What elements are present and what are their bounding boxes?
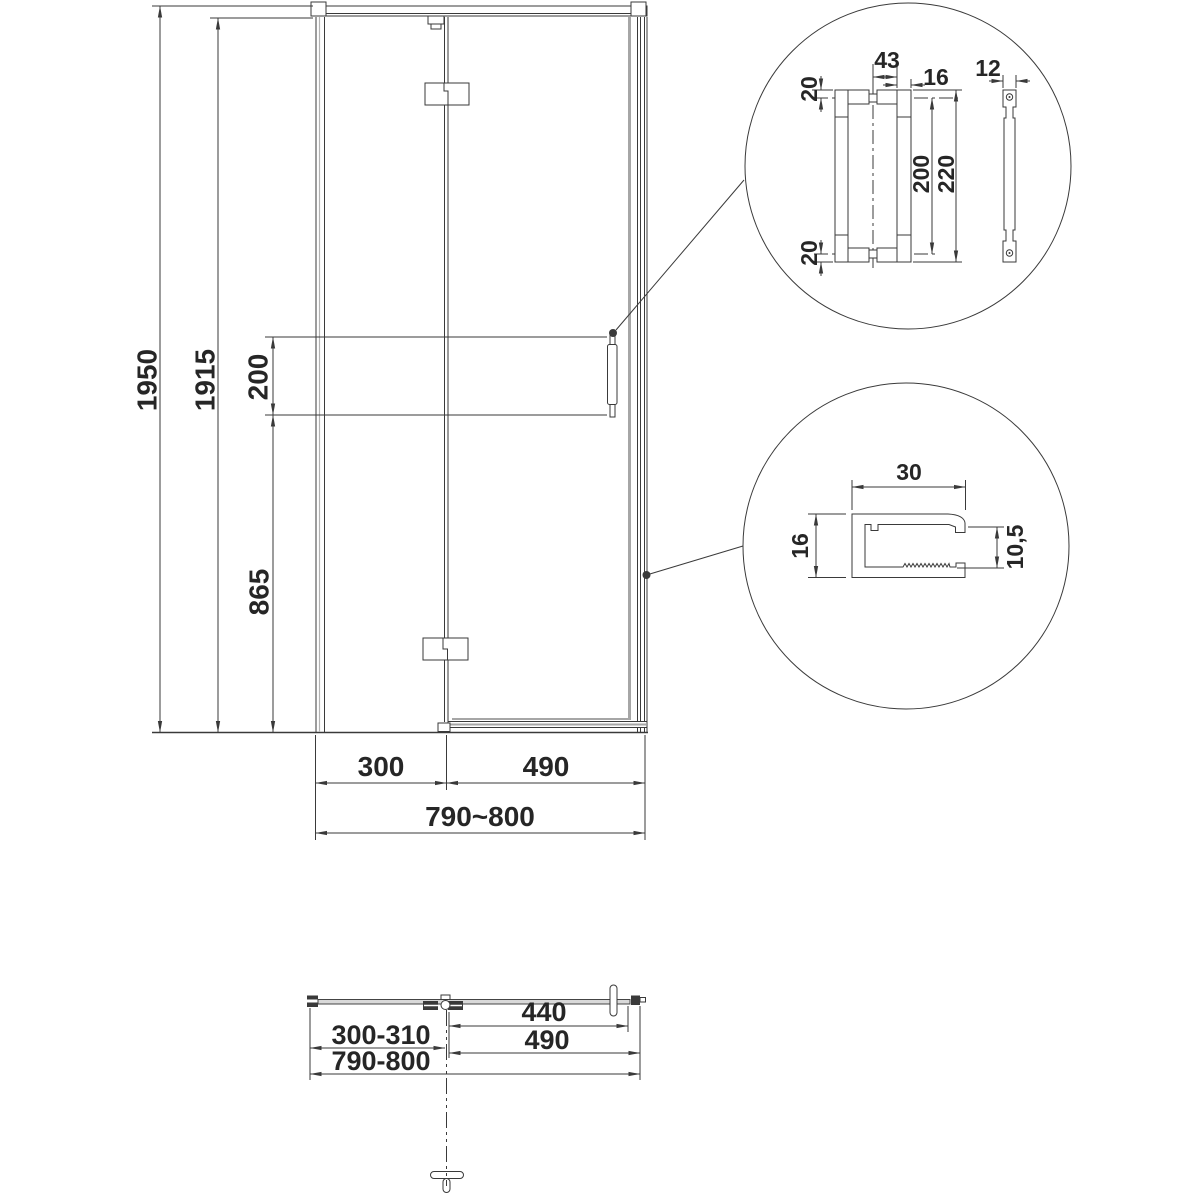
- dim-label-plan-total-range: 790-800: [331, 1046, 431, 1076]
- detail-leader-handle: [616, 180, 744, 330]
- handle-detail-view: [745, 3, 1071, 329]
- front-elevation-view: [132, 2, 745, 840]
- door-handle: [608, 332, 618, 417]
- header-wall-bracket-left: [311, 2, 326, 16]
- dim-label-plan-door-width: 490: [524, 1025, 570, 1055]
- detail-leader-profile: [647, 546, 744, 575]
- hinge-top: [425, 83, 469, 105]
- dim-label-mount-offset: 43: [874, 47, 900, 73]
- dim-label-total-width: 790~800: [425, 801, 535, 832]
- plan-glass-bar: [318, 1000, 630, 1005]
- wall-profile-section: [852, 514, 965, 578]
- dim-label-profile-height: 16: [787, 533, 813, 559]
- dim-label-end-offset-bottom: 20: [796, 240, 822, 266]
- hinge-bottom: [423, 638, 468, 660]
- plan-wall-bracket-right: [631, 996, 646, 1006]
- panel-fold-line: [445, 17, 449, 722]
- dim-label-handle-to-floor: 865: [243, 568, 275, 616]
- dim-label-door-width: 490: [522, 751, 570, 782]
- plan-hinge-pivot: [441, 1001, 450, 1010]
- profile-detail-dimensions: [808, 480, 1004, 578]
- header-wall-bracket-right: [631, 2, 646, 16]
- header-profile: [315, 6, 647, 16]
- front-view-dimensions: [152, 6, 645, 840]
- wall-profile-right: [638, 17, 648, 732]
- top-pivot-bracket: [428, 16, 444, 29]
- plan-wall-bracket-left: [307, 996, 318, 1008]
- wall-profile-left: [316, 17, 325, 732]
- dim-label-profile-inner-depth: 10,5: [1002, 524, 1028, 570]
- dim-label-plan-fixed-range: 300-310: [331, 1020, 431, 1050]
- dim-label-height-total: 1950: [131, 348, 163, 412]
- profile-detail-view: [743, 383, 1069, 709]
- plan-hinge: [423, 995, 463, 1010]
- top-plan-view: [307, 985, 646, 1193]
- detail-marker-handle: [609, 329, 617, 337]
- plan-door-handle: [610, 985, 617, 1016]
- dim-label-plan-door-glass: 440: [521, 997, 567, 1027]
- dim-label-profile-width: 30: [896, 459, 922, 485]
- door-bottom-rail: [438, 719, 647, 732]
- dim-label-bar-width: 16: [923, 64, 949, 90]
- dim-label-height-glass: 1915: [189, 348, 221, 412]
- dim-label-fixed-width: 300: [357, 751, 405, 782]
- dim-label-bar-depth: 12: [975, 55, 1001, 81]
- dim-label-end-offset-top: 20: [796, 76, 822, 102]
- dim-label-handle-total-length: 220: [933, 154, 959, 194]
- dim-label-handle-length: 200: [242, 353, 274, 401]
- dim-label-hole-spacing: 200: [908, 154, 934, 194]
- handle-side-view: [1003, 90, 1016, 262]
